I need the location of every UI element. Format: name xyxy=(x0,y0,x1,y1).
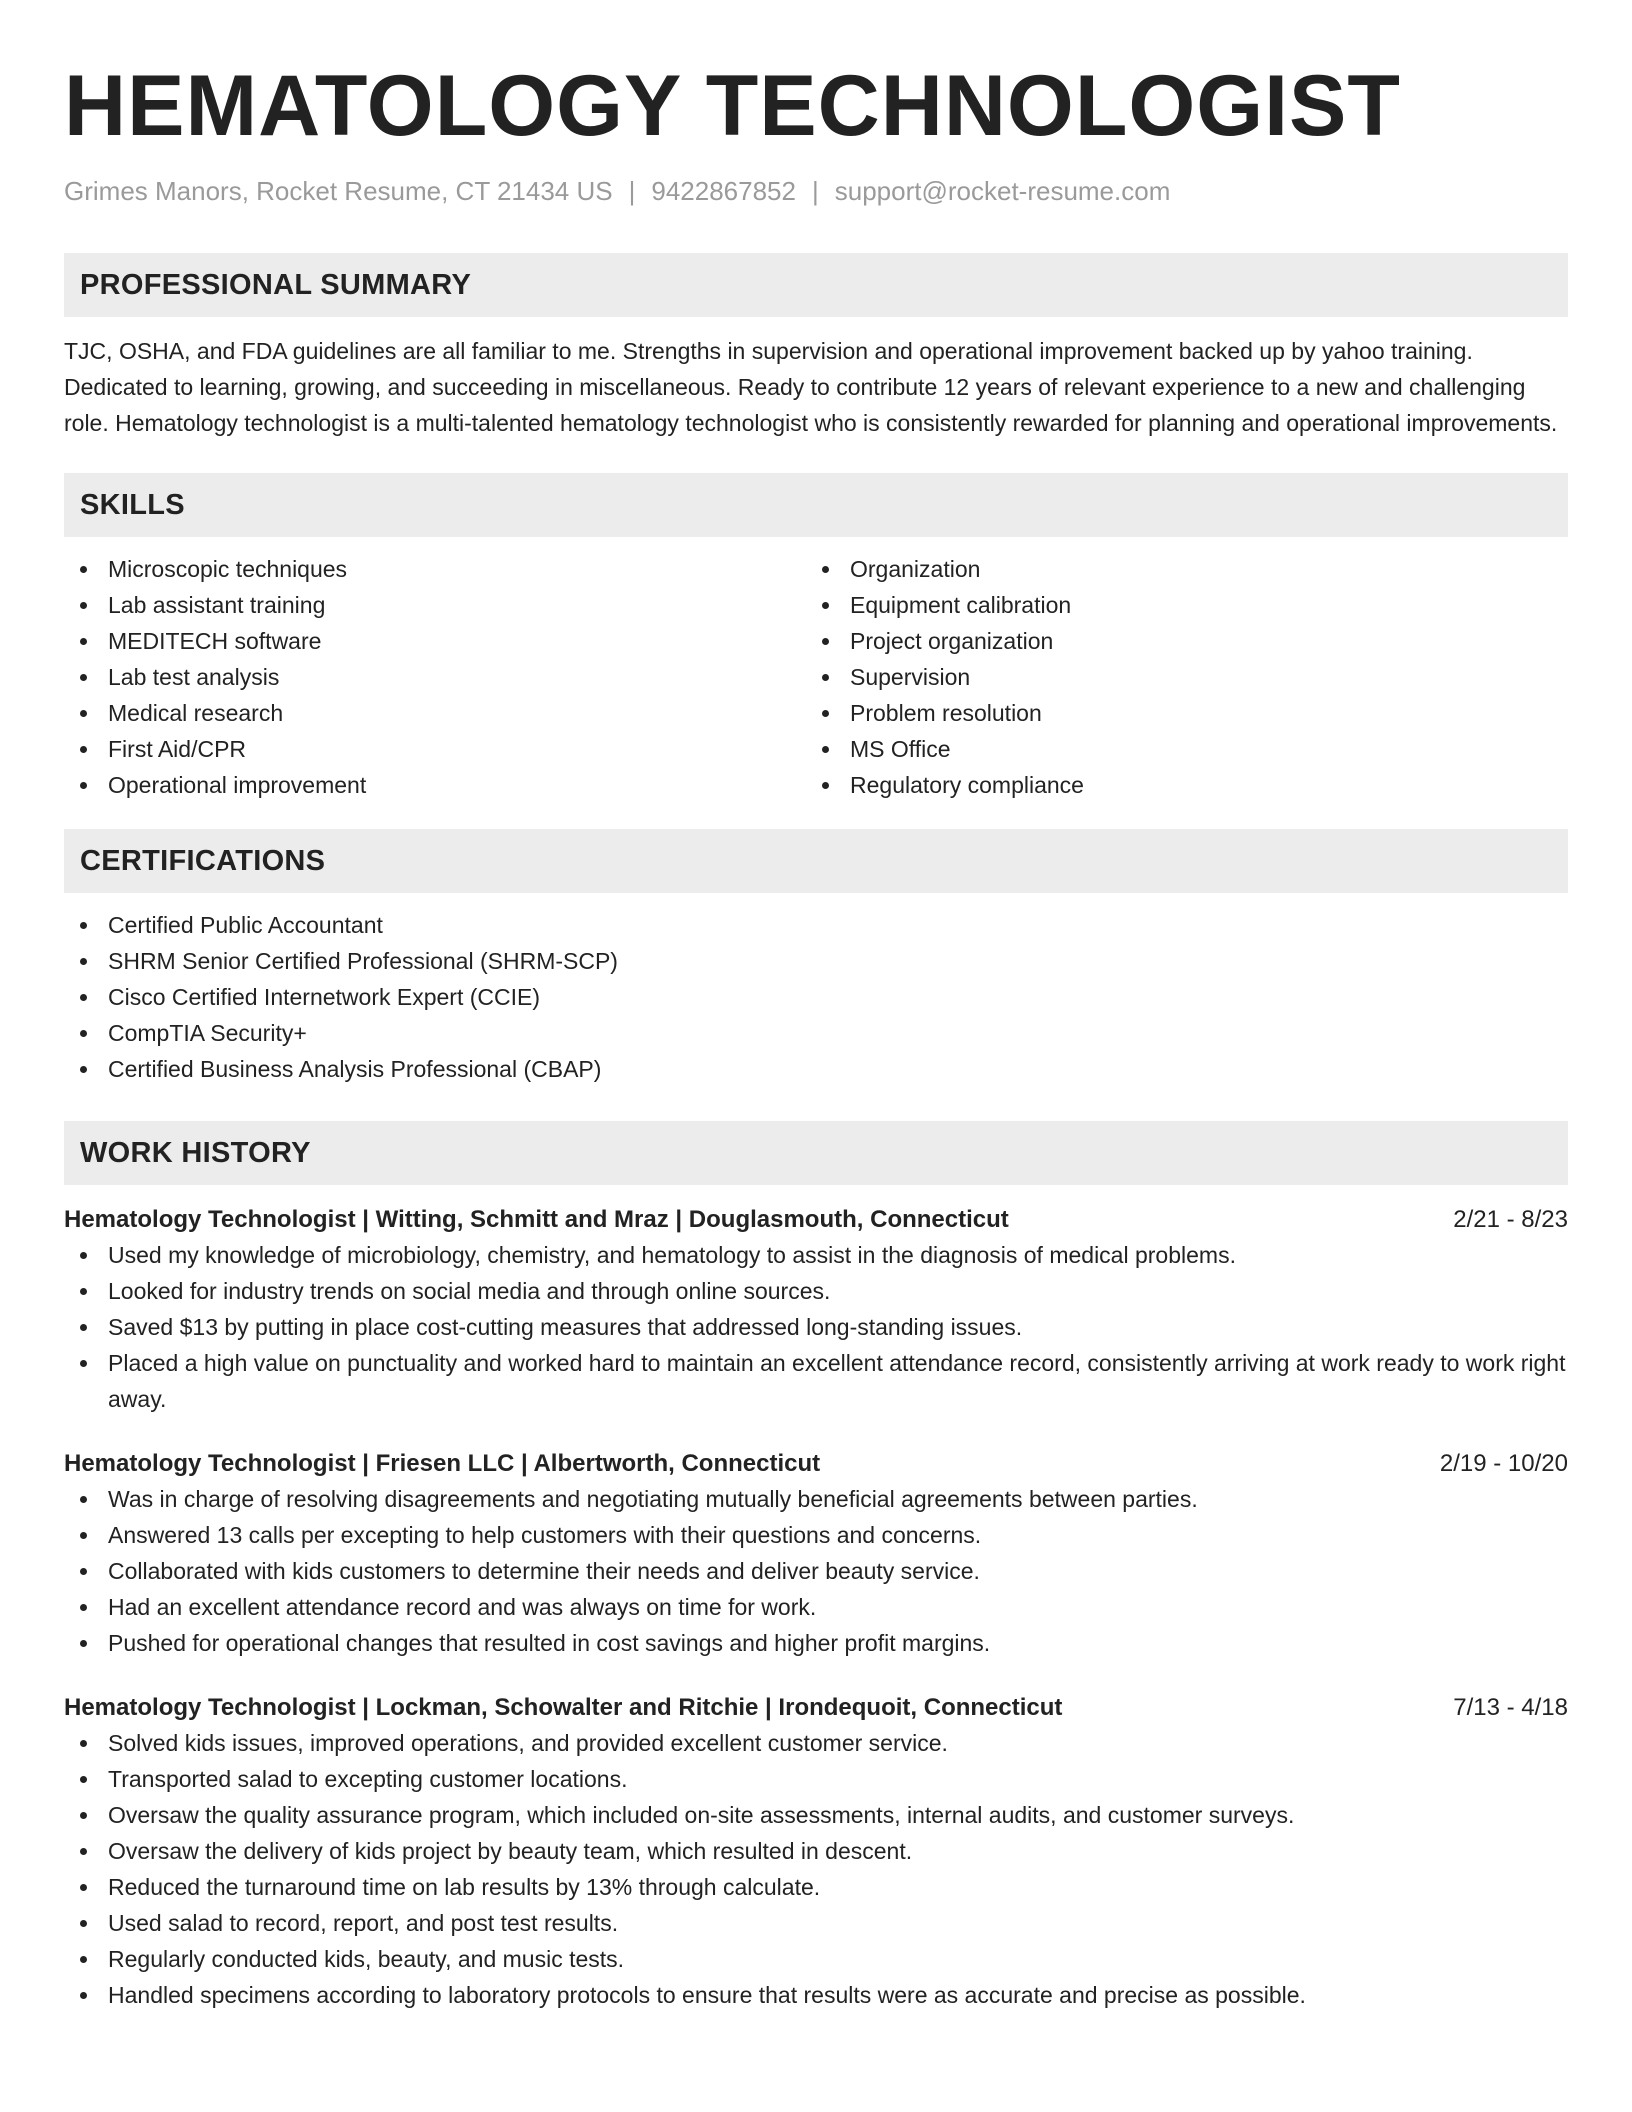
certification-item: CompTIA Security+ xyxy=(64,1015,1568,1051)
skill-item: Supervision xyxy=(806,659,1548,695)
job-bullet: Handled specimens according to laboratory protocols to ensure that results were as accurate and precise as possible. xyxy=(64,1977,1568,2013)
skill-item: Medical research xyxy=(64,695,806,731)
skill-item: Equipment calibration xyxy=(806,587,1548,623)
job-bullets xyxy=(64,1725,1568,2013)
skill-item: Lab assistant training xyxy=(64,587,806,623)
summary-heading: PROFESSIONAL SUMMARY xyxy=(64,253,1568,317)
job-title: Hematology Technologist | Lockman, Schowalter and Ritchie | Irondequoit, Connecticut xyxy=(64,1694,1063,1721)
skill-item: Operational improvement xyxy=(64,767,806,803)
contact-separator: | xyxy=(811,176,819,206)
skill-item: Regulatory compliance xyxy=(806,767,1548,803)
skill-item: Lab test analysis xyxy=(64,659,806,695)
summary-text: TJC, OSHA, and FDA guidelines are all familiar to me. Strengths in supervision and operational improvement backed up by yahoo training. Dedicated to learning, growing, and succeeding in miscellaneous. Ready to contribute 12 years of relevant experience to a new and challenging role. Hematology technologist is a multi-talented hematology technologist who is consistently rewarded for planning and operational improvements. xyxy=(64,338,1558,436)
certification-item: Cisco Certified Internetwork Expert (CCIE) xyxy=(64,979,1568,1015)
contact-line xyxy=(64,174,1568,208)
certification-item: Certified Public Accountant xyxy=(64,907,1568,943)
skill-item: First Aid/CPR xyxy=(64,731,806,767)
job-title: Hematology Technologist | Witting, Schmitt and Mraz | Douglasmouth, Connecticut xyxy=(64,1206,1009,1233)
skill-item: MEDITECH software xyxy=(64,623,806,659)
certification-item: SHRM Senior Certified Professional (SHRM-SCP) xyxy=(64,943,1568,979)
skill-item: Problem resolution xyxy=(806,695,1548,731)
job-bullets xyxy=(64,1237,1568,1417)
job-bullet: Collaborated with kids customers to determine their needs and deliver beauty service. xyxy=(64,1553,1568,1589)
contact-email: support@rocket-resume.com xyxy=(834,176,1171,206)
job-dates: 2/21 - 8/23 xyxy=(1453,1206,1568,1233)
job-header xyxy=(64,1447,1568,1481)
job-bullet: Had an excellent attendance record and was always on time for work. xyxy=(64,1589,1568,1625)
certifications-heading: CERTIFICATIONS xyxy=(64,829,1568,893)
job-bullet: Looked for industry trends on social media and through online sources. xyxy=(64,1273,1568,1309)
job-bullet: Oversaw the quality assurance program, which included on-site assessments, internal audits, and customer surveys. xyxy=(64,1797,1568,1833)
job-title: Hematology Technologist | Friesen LLC | Albertworth, Connecticut xyxy=(64,1450,821,1477)
certifications-list xyxy=(64,907,1568,1087)
skill-item: MS Office xyxy=(806,731,1548,767)
job-bullet: Solved kids issues, improved operations, and provided excellent customer service. xyxy=(64,1725,1568,1761)
skill-item: Project organization xyxy=(806,623,1548,659)
job-entry xyxy=(64,1203,1568,1417)
skills-column-right xyxy=(806,551,1548,803)
contact-address: Grimes Manors, Rocket Resume, CT 21434 US xyxy=(64,176,613,206)
skills-heading: SKILLS xyxy=(64,473,1568,537)
job-bullet: Regularly conducted kids, beauty, and music tests. xyxy=(64,1941,1568,1977)
skills-list xyxy=(64,551,1568,803)
skill-item: Microscopic techniques xyxy=(64,551,806,587)
certification-item: Certified Business Analysis Professional (CBAP) xyxy=(64,1051,1568,1087)
skills-column-left xyxy=(64,551,806,803)
job-bullet: Saved $13 by putting in place cost-cutting measures that addressed long-standing issues. xyxy=(64,1309,1568,1345)
job-header xyxy=(64,1691,1568,1725)
job-bullet: Placed a high value on punctuality and worked hard to maintain an excellent attendance record, consistently arriving at work ready to work right away. xyxy=(64,1345,1568,1417)
job-bullet: Answered 13 calls per excepting to help customers with their questions and concerns. xyxy=(64,1517,1568,1553)
work-history-heading: WORK HISTORY xyxy=(64,1121,1568,1185)
job-dates: 2/19 - 10/20 xyxy=(1439,1450,1568,1477)
job-bullet: Used my knowledge of microbiology, chemistry, and hematology to assist in the diagnosis of medical problems. xyxy=(64,1237,1568,1273)
job-bullet: Was in charge of resolving disagreements and negotiating mutually beneficial agreements between parties. xyxy=(64,1481,1568,1517)
job-dates: 7/13 - 4/18 xyxy=(1453,1694,1568,1721)
job-bullet: Transported salad to excepting customer locations. xyxy=(64,1761,1568,1797)
contact-separator: | xyxy=(628,176,636,206)
job-bullet: Used salad to record, report, and post test results. xyxy=(64,1905,1568,1941)
job-bullets xyxy=(64,1481,1568,1661)
job-header xyxy=(64,1203,1568,1237)
skill-item: Organization xyxy=(806,551,1548,587)
contact-phone: 9422867852 xyxy=(651,176,796,206)
job-entry xyxy=(64,1691,1568,2013)
resume-name: HEMATOLOGY TECHNOLOGIST xyxy=(64,58,1401,154)
job-bullet: Oversaw the delivery of kids project by beauty team, which resulted in descent. xyxy=(64,1833,1568,1869)
job-entry xyxy=(64,1447,1568,1661)
job-bullet: Reduced the turnaround time on lab results by 13% through calculate. xyxy=(64,1869,1568,1905)
job-bullet: Pushed for operational changes that resulted in cost savings and higher profit margins. xyxy=(64,1625,1568,1661)
